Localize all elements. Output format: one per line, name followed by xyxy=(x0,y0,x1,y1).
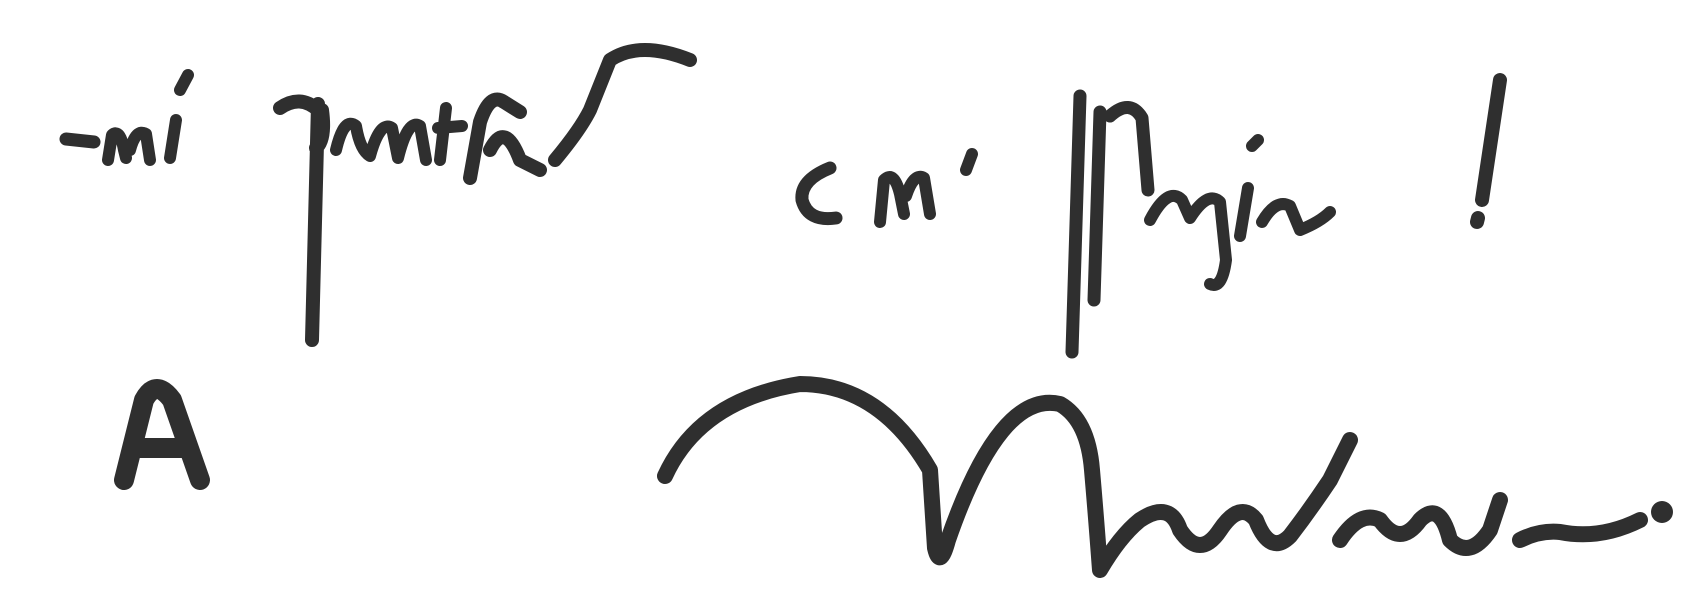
initial-handwriting xyxy=(124,389,200,480)
word-mi-1 xyxy=(108,75,188,160)
word-prenota-body xyxy=(336,108,462,160)
word-prenota-tail xyxy=(470,50,690,178)
exclamation-mark xyxy=(1477,80,1500,222)
word-protegge-body xyxy=(1150,140,1330,285)
signature-handwriting xyxy=(665,384,1673,570)
signature-dot xyxy=(1651,501,1673,523)
signature-stroke xyxy=(665,384,1640,570)
dash-stroke xyxy=(66,139,94,142)
word-mi-2 xyxy=(880,154,972,222)
word-prenota xyxy=(280,101,323,340)
word-e xyxy=(802,168,836,219)
note-line-handwriting xyxy=(66,50,1500,352)
word-protegge xyxy=(1072,96,1148,352)
initial-a-stroke xyxy=(124,389,200,480)
